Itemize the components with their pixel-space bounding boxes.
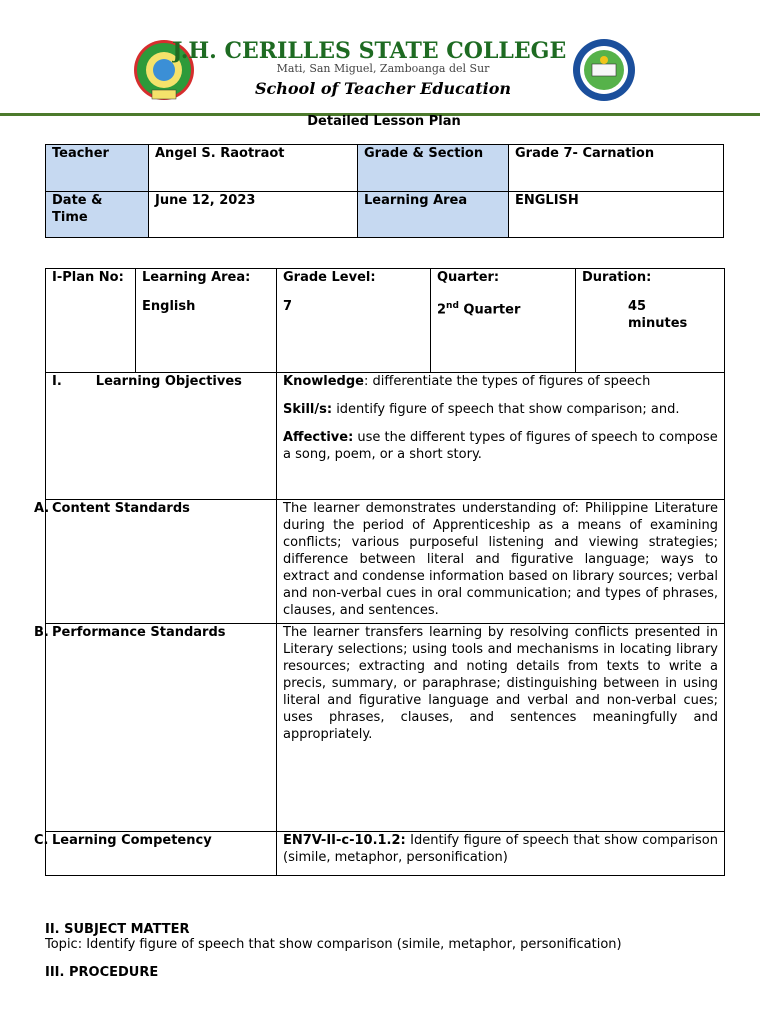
learning-competency-marker: C. xyxy=(34,833,49,848)
teacher-label: Teacher xyxy=(46,145,149,192)
plan-learning-area-label: Learning Area: xyxy=(142,270,251,285)
content-standards-marker: A. xyxy=(34,501,50,516)
grade-level-label: Grade Level: xyxy=(283,270,376,285)
plan-learning-area-value: English xyxy=(142,299,196,314)
content-standards-text: The learner demonstrates understanding of: Philippine Literature during the period of Apprenticeship as a means of examining conflicts; various purposeful listening and viewing strategies; difference between literal and figurative language; ways to extract and condense information based on library sources; verbal and non-verbal cues in oral communication; and types of phrases, clauses, and sentences. xyxy=(277,500,725,624)
learning-area-value: ENGLISH xyxy=(509,192,724,238)
objectives-label-cell xyxy=(46,373,277,500)
duration-value: 45 minutes xyxy=(628,299,688,331)
date-time-label: Date & Time xyxy=(46,192,149,238)
lesson-info-table xyxy=(45,144,724,238)
quarter-value: 2nd Quarter xyxy=(437,301,521,318)
duration-cell xyxy=(576,269,725,373)
objectives-label: Learning Objectives xyxy=(95,374,242,389)
performance-standards-marker: B. xyxy=(34,625,49,640)
affective-objective: Affective: use the different types of figures of speech to compose a song, poem, or a short story. xyxy=(283,430,718,462)
grade-section-label: Grade & Section xyxy=(358,145,509,192)
content-standards-label-cell xyxy=(34,500,277,624)
content-standards-label: Content Standards xyxy=(52,501,190,516)
performance-standards-label-cell xyxy=(34,624,277,832)
knowledge-objective: Knowledge: differentiate the types of figures of speech xyxy=(283,374,651,389)
performance-standards-label: Performance Standards xyxy=(52,625,226,640)
grade-level-value: 7 xyxy=(283,299,293,314)
objectives-marker: I. xyxy=(52,374,62,389)
teacher-value: Angel S. Raotraot xyxy=(149,145,358,192)
iplan-label: I-Plan No: xyxy=(46,269,136,373)
procedure-heading: III. PROCEDURE xyxy=(45,965,159,980)
quarter-label: Quarter: xyxy=(437,270,500,285)
quarter-cell xyxy=(431,269,576,373)
learning-area-label: Learning Area xyxy=(358,192,509,238)
school-name: School of Teacher Education xyxy=(254,79,512,98)
learning-competency-label-cell xyxy=(34,832,277,876)
grade-section-value: Grade 7- Carnation xyxy=(509,145,724,192)
duration-label: Duration: xyxy=(582,270,652,285)
learning-competency-label: Learning Competency xyxy=(52,833,212,848)
document-title: Detailed Lesson Plan xyxy=(307,114,461,129)
learning-competency-text: EN7V-II-c-10.1.2: Identify figure of speech that show comparison (simile, metaphor, personification) xyxy=(277,832,725,876)
performance-standards-text: The learner transfers learning by resolving conflicts presented in Literary selections; using tools and mechanisms in locating library resources; extracting and noting details from texts to write a precis, summary, or paraphrase; distinguishing between in using literal and figurative language and verbal and non-verbal cues; uses phrases, clauses, and sentences meaningfully and appropriately. xyxy=(277,624,725,832)
date-time-value: June 12, 2023 xyxy=(149,192,358,238)
subject-matter-heading: II. SUBJECT MATTER xyxy=(45,922,190,937)
lesson-plan-table xyxy=(34,268,725,876)
objectives-content xyxy=(277,373,725,500)
skills-objective: Skill/s: identify figure of speech that show comparison; and. xyxy=(283,402,680,417)
grade-level-cell xyxy=(277,269,431,373)
subject-matter-topic: Topic: Identify figure of speech that show comparison (simile, metaphor, personification) xyxy=(45,937,622,952)
learning-area-cell xyxy=(136,269,277,373)
college-name: J.H. CERILLES STATE COLLEGE xyxy=(172,38,567,64)
college-address: Mati, San Miguel, Zamboanga del Sur xyxy=(276,62,490,75)
